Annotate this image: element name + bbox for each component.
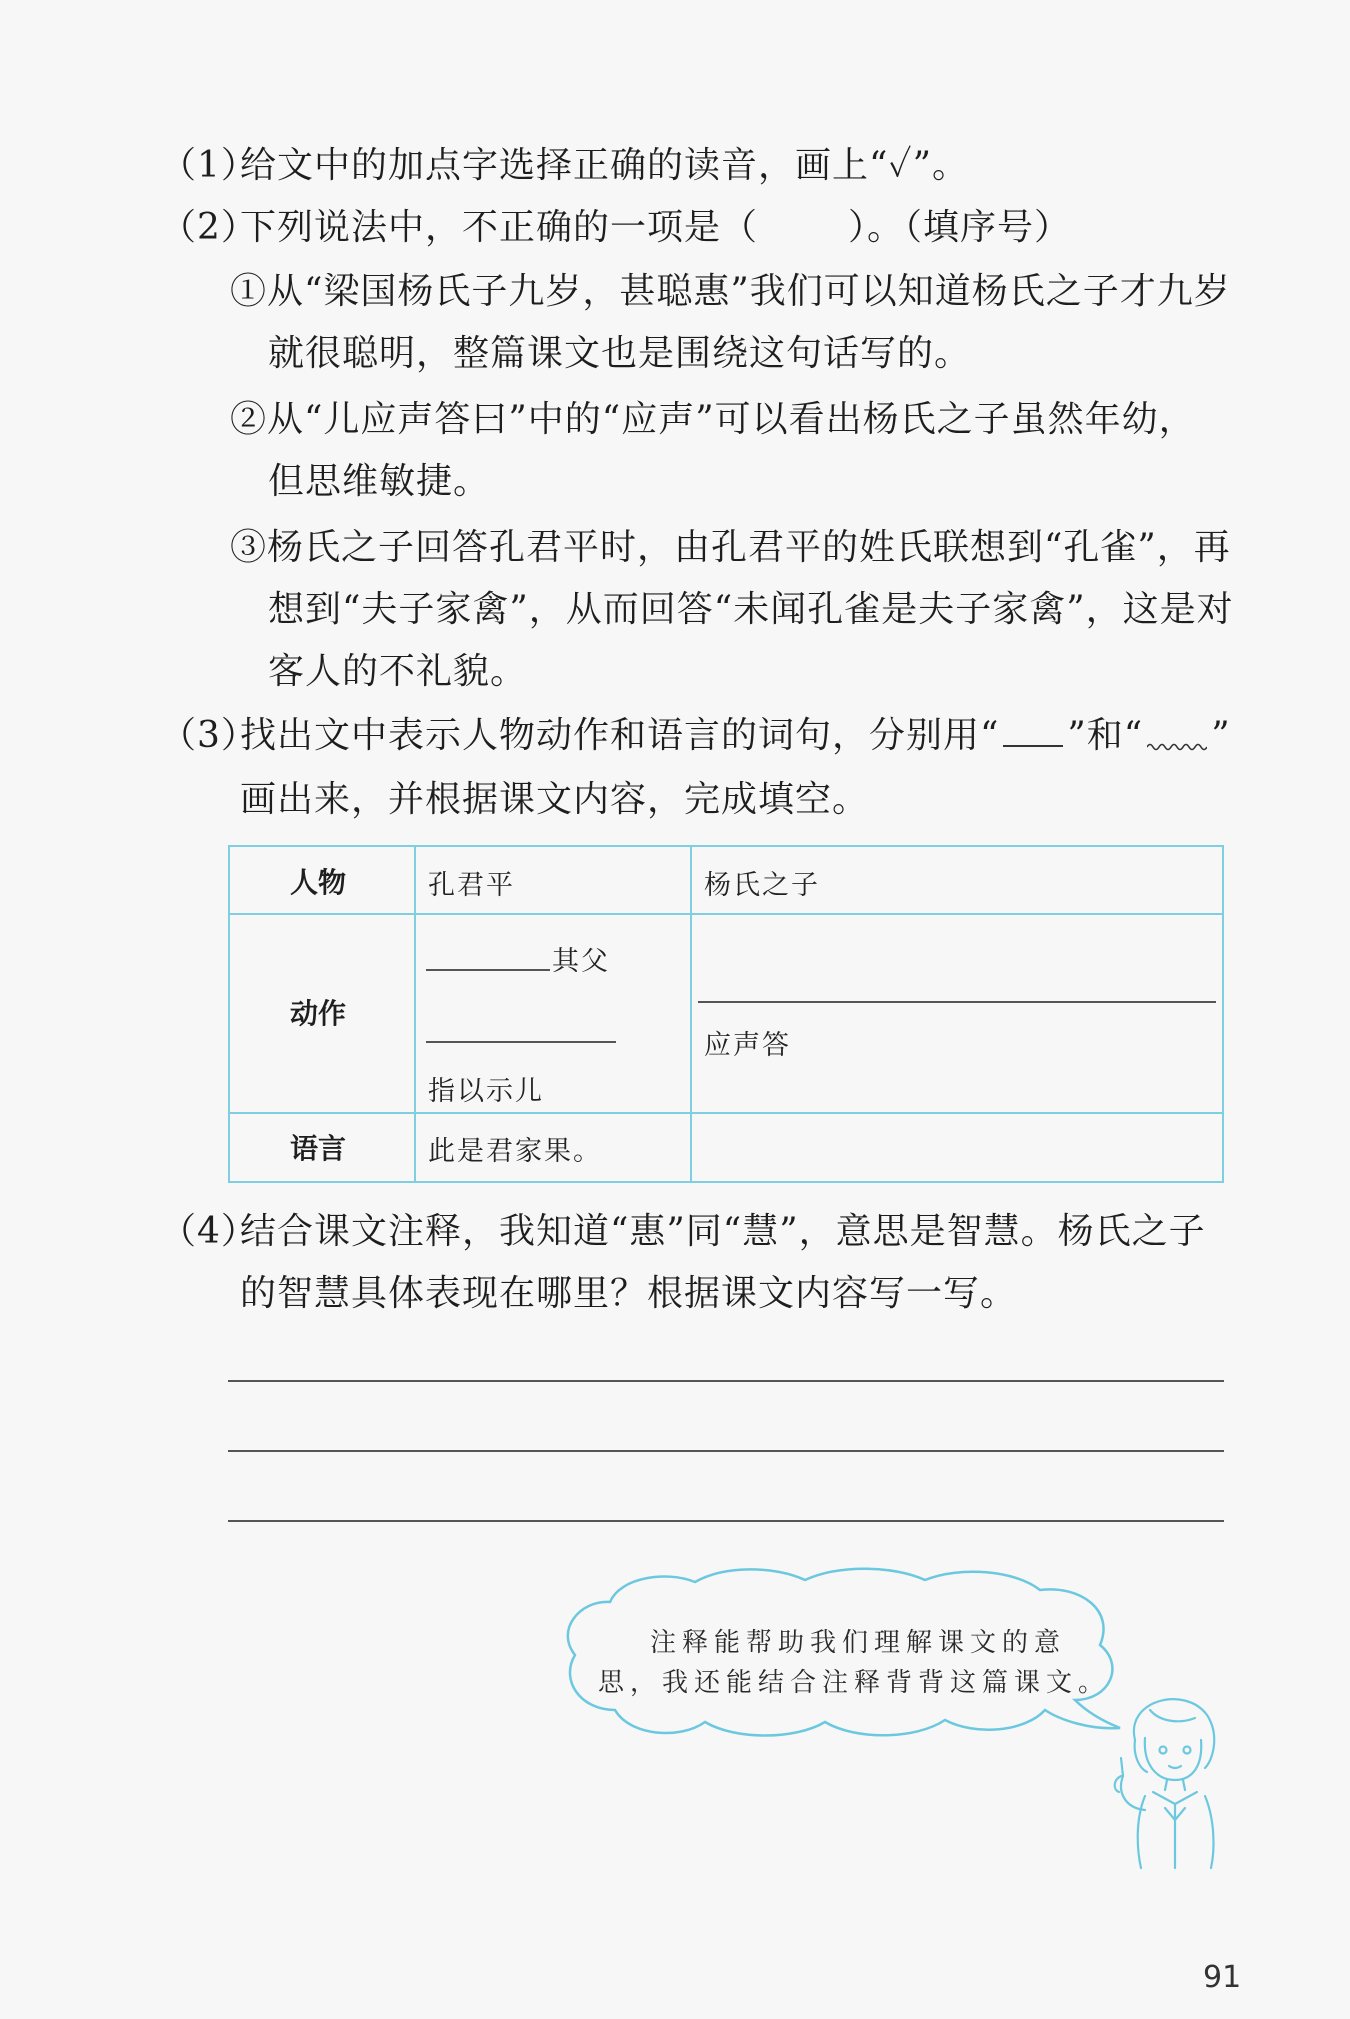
option-2-line-1: ②从“儿应声答曰”中的“应声”可以看出杨氏之子虽然年幼， <box>230 399 1196 440</box>
option-1-line-1: ①从“梁国杨氏子九岁，甚聪惠”我们可以知道杨氏之子才九岁 <box>230 271 1231 312</box>
option-2-line-2: 但思维敏捷。 <box>268 461 491 502</box>
table-divider <box>230 1112 1222 1114</box>
underline-mark-sample <box>1003 717 1063 747</box>
question-4-line-2: 的智慧具体表现在哪里？根据课文内容写一写。 <box>240 1273 1018 1314</box>
question-1 <box>160 142 969 190</box>
header-speech: 语言 <box>290 1132 347 1165</box>
kong-action-text-2: 指以示儿 <box>428 1076 544 1107</box>
question-number: （1） <box>160 145 258 186</box>
option-3-line-3: 客人的不礼貌。 <box>268 651 528 692</box>
yang-action-text: 应声答 <box>704 1030 791 1061</box>
kong-action-text-1: 其父 <box>552 946 610 977</box>
question-number: （3） <box>160 715 258 756</box>
header-action: 动作 <box>290 997 347 1030</box>
bubble-text-line-1: 注释能帮助我们理解课文的意 <box>650 1628 1067 1658</box>
option-3-line-1: ③杨氏之子回答孔君平时，由孔君平的姓氏联想到“孔雀”，再 <box>230 527 1231 568</box>
kong-action-blank-2[interactable] <box>426 1041 616 1043</box>
header-person: 人物 <box>290 866 347 899</box>
question-3-line-2: 画出来，并根据课文内容，完成填空。 <box>240 779 870 820</box>
wavy-line-mark-sample <box>1147 719 1207 747</box>
column-yang-son: 杨氏之子 <box>704 870 820 901</box>
column-kong-junping: 孔君平 <box>428 870 515 901</box>
question-text: 结合课文注释，我知道“惠”同“慧”，意思是智慧。杨氏之子 <box>240 1211 1206 1252</box>
question-number: （2） <box>160 207 258 248</box>
answer-writing-line[interactable] <box>228 1520 1224 1522</box>
question-text-end: ” <box>1211 715 1231 756</box>
fill-in-table <box>228 845 1224 1183</box>
question-text: 给文中的加点字选择正确的读音，画上“✓”。 <box>240 145 970 186</box>
question-2 <box>160 204 1071 252</box>
question-4 <box>160 1208 1206 1256</box>
question-number: （4） <box>160 1211 258 1252</box>
girl-illustration-icon <box>1095 1680 1235 1870</box>
question-text-mid: ”和“ <box>1067 715 1144 756</box>
option-1-line-2: 就很聪明，整篇课文也是围绕这句话写的。 <box>268 333 972 374</box>
question-3 <box>160 712 1231 760</box>
question-text: 找出文中表示人物动作和语言的词句，分别用“ <box>240 715 1000 756</box>
bubble-text-line-2: 思，我还能结合注释背背这篇课文。 <box>598 1668 1111 1698</box>
table-divider <box>414 847 416 1181</box>
yang-action-blank[interactable] <box>698 1001 1216 1003</box>
answer-writing-line[interactable] <box>228 1380 1224 1382</box>
table-divider <box>690 847 692 1181</box>
question-text: 下列说法中，不正确的一项是（ <box>240 207 759 248</box>
yang-speech-cell[interactable] <box>704 1129 1204 1169</box>
table-divider <box>230 913 1222 915</box>
kong-action-blank-1[interactable] <box>426 969 550 971</box>
page-number: 91 <box>1203 1960 1242 1995</box>
question-text-tail: ）。（填序号） <box>848 207 1072 248</box>
kong-speech-text: 此是君家果。 <box>428 1136 602 1167</box>
option-3-line-2: 想到“夫子家禽”，从而回答“未闻孔雀是夫子家禽”，这是对 <box>268 589 1234 630</box>
answer-writing-line[interactable] <box>228 1450 1224 1452</box>
